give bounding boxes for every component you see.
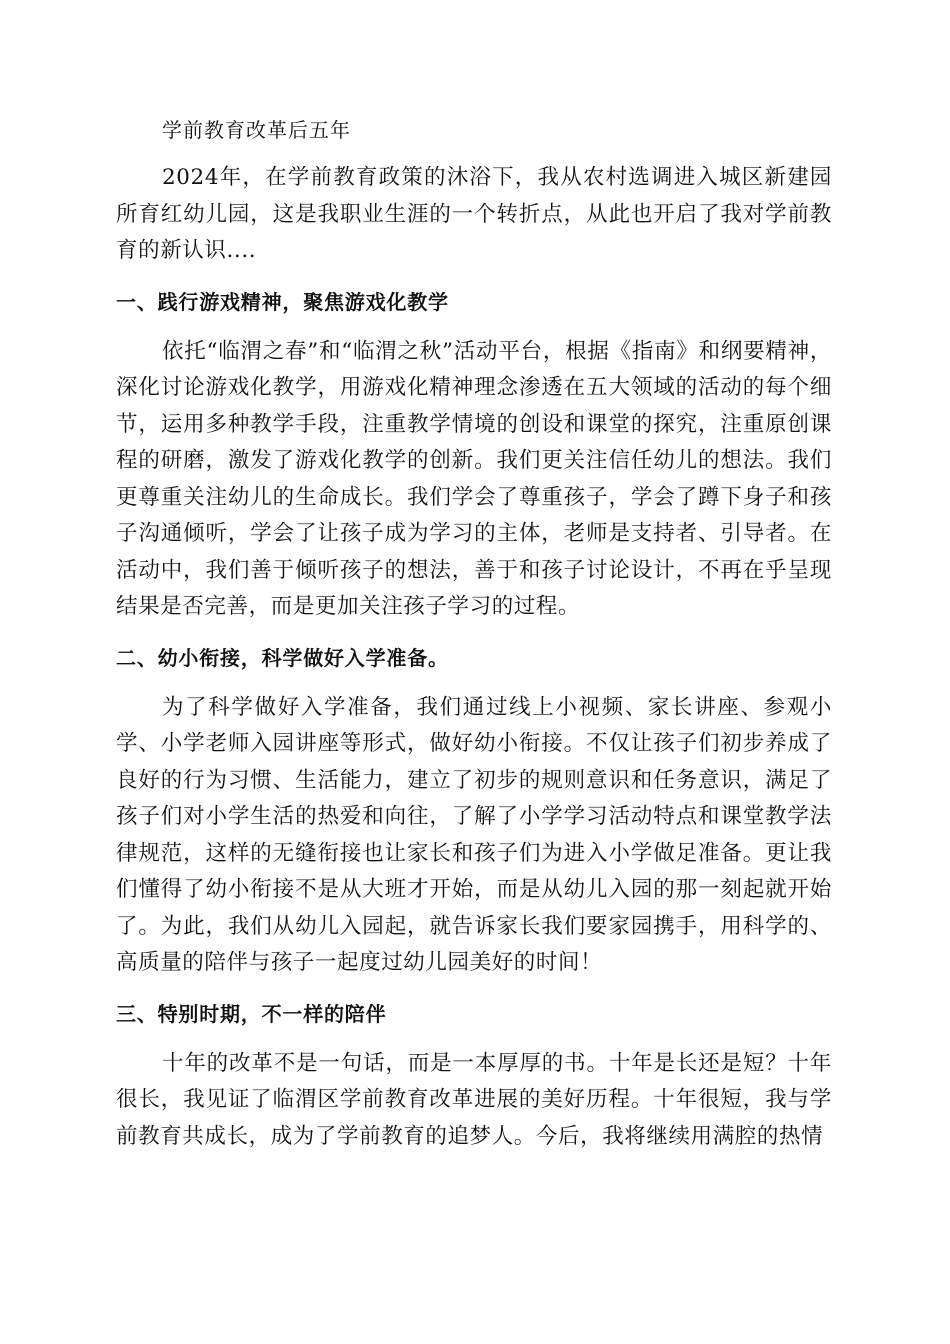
document-content	[116, 112, 832, 1169]
section-heading-2: 二、幼小衔接，科学做好入学准备。	[116, 645, 449, 670]
document-title: 学前教育改革后五年	[162, 118, 351, 142]
section-body-3: 十年的改革不是一句话，而是一本厚厚的书。十年是长还是短？十年很长，我见证了临渭区学前教育改革进展的美好历程。十年很短，我与学前教育共成长，成为了学前教育的追梦人。今后，我将继续用满腔的热情	[116, 1050, 832, 1149]
section-body-1: 依托“临渭之春”和“临渭之秋”活动平台，根据《指南》和纲要精神，深化讨论游戏化教学，用游戏化精神理念渗透在五大领域的活动的每个细节，运用多种教学手段，注重教学情境的创设和课堂的探究，注重原创课程的研磨，激发了游戏化教学的创新。我们更关注信任幼儿的想法。我们更尊重关注幼儿的生命成长。我们学会了尊重孩子，学会了蹲下身子和孩子沟通倾听，学会了让孩子成为学习的主体，老师是支持者、引导者。在活动中，我们善于倾听孩子的想法，善于和孩子讨论设计，不再在乎呈现结果是否完善，而是更加关注孩子学习的过程。	[116, 338, 832, 619]
intro-paragraph: 2024年，在学前教育政策的沐浴下，我从农村选调进入城区新建园所育红幼儿园，这是我职业生涯的一个转折点，从此也开启了我对学前教育的新认识....	[116, 165, 832, 263]
section-heading-3: 三、特别时期，不一样的陪伴	[116, 1001, 387, 1026]
section-body-2: 为了科学做好入学准备，我们通过线上小视频、家长讲座、参观小学、小学老师入园讲座等形式，做好幼小衔接。不仅让孩子们初步养成了良好的行为习惯、生活能力，建立了初步的规则意识和任务意识，满足了孩子们对小学生活的热爱和向往，了解了小学学习活动特点和课堂教学法律规范，这样的无缝衔接也让家长和孩子们为进入小学做足准备。更让我们懂得了幼小衔接不是从大班才开始，而是从幼儿入园的那一刻起就开始了。为此，我们从幼儿入园起，就告诉家长我们要家园携手，用科学的、高质量的陪伴与孩子一起度过幼儿园美好的时间！	[116, 694, 832, 975]
section-heading-1: 一、践行游戏精神，聚焦游戏化教学	[116, 289, 449, 314]
